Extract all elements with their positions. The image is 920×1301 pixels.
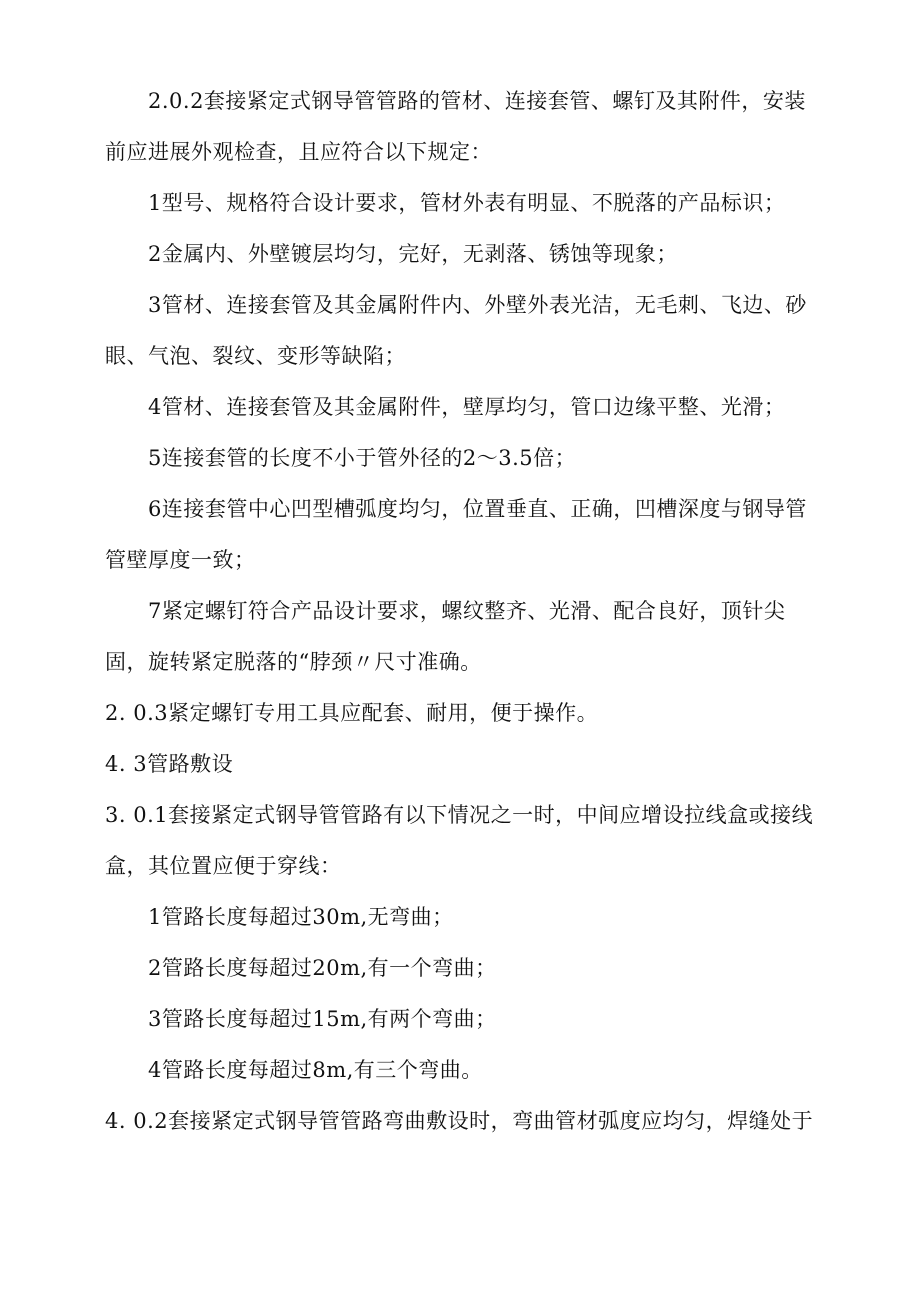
paragraph-3-0-1-line-1: 3. 0.1套接紧定式钢导管管路有以下情况之一时，中间应增设拉线盒或接线 [105,803,814,827]
list-item-5: 5连接套管的长度不小于管外径的2～3.5倍； [148,446,577,470]
list-item-7-line-1: 7紧定螺钉符合产品设计要求，螺纹整齐、光滑、配合良好，顶针尖 [148,599,786,623]
paragraph-2-0-3: 2. 0.3紧定螺钉专用工具应配套、耐用，便于操作。 [105,701,599,725]
paragraph-4-0-2-line-1: 4. 0.2套接紧定式钢导管管路弯曲敷设时，弯曲管材弧度应均匀，焊缝处于 [105,1109,814,1133]
condition-item-1: 1管路长度每超过30m,无弯曲； [148,905,454,929]
paragraph-2-0-2-line-1: 2.0.2套接紧定式钢导管管路的管材、连接套管、螺钉及其附件，安装 [148,89,806,113]
condition-item-2: 2管路长度每超过20m,有一个弯曲； [148,956,497,980]
list-item-6-line-1: 6连接套管中心凹型槽弧度均匀，位置垂直、正确，凹槽深度与钢导管 [148,497,807,521]
list-item-7-line-2: 固，旋转紧定脱落的“脖颈〃尺寸准确。 [105,650,482,674]
list-item-6-line-2: 管壁厚度一致； [105,548,256,572]
list-item-4: 4管材、连接套管及其金属附件，壁厚均匀，管口边缘平整、光滑； [148,395,786,419]
condition-item-3: 3管路长度每超过15m,有两个弯曲； [148,1007,497,1031]
condition-item-4: 4管路长度每超过8m,有三个弯曲。 [148,1058,483,1082]
list-item-2: 2金属内、外壁镀层均匀，完好，无剥落、锈蚀等现象； [148,242,678,266]
section-heading-4-3: 4. 3管路敷设 [105,752,234,776]
list-item-3-line-2: 眼、气泡、裂纹、变形等缺陷； [105,344,406,368]
list-item-3-line-1: 3管材、连接套管及其金属附件内、外壁外表光洁，无毛刺、飞边、砂 [148,293,807,317]
paragraph-2-0-2-line-2: 前应进展外观检查，且应符合以下规定： [105,140,492,164]
list-item-1: 1型号、规格符合设计要求，管材外表有明显、不脱落的产品标识； [148,191,786,215]
paragraph-3-0-1-line-2: 盒，其位置应便于穿线： [105,854,342,878]
